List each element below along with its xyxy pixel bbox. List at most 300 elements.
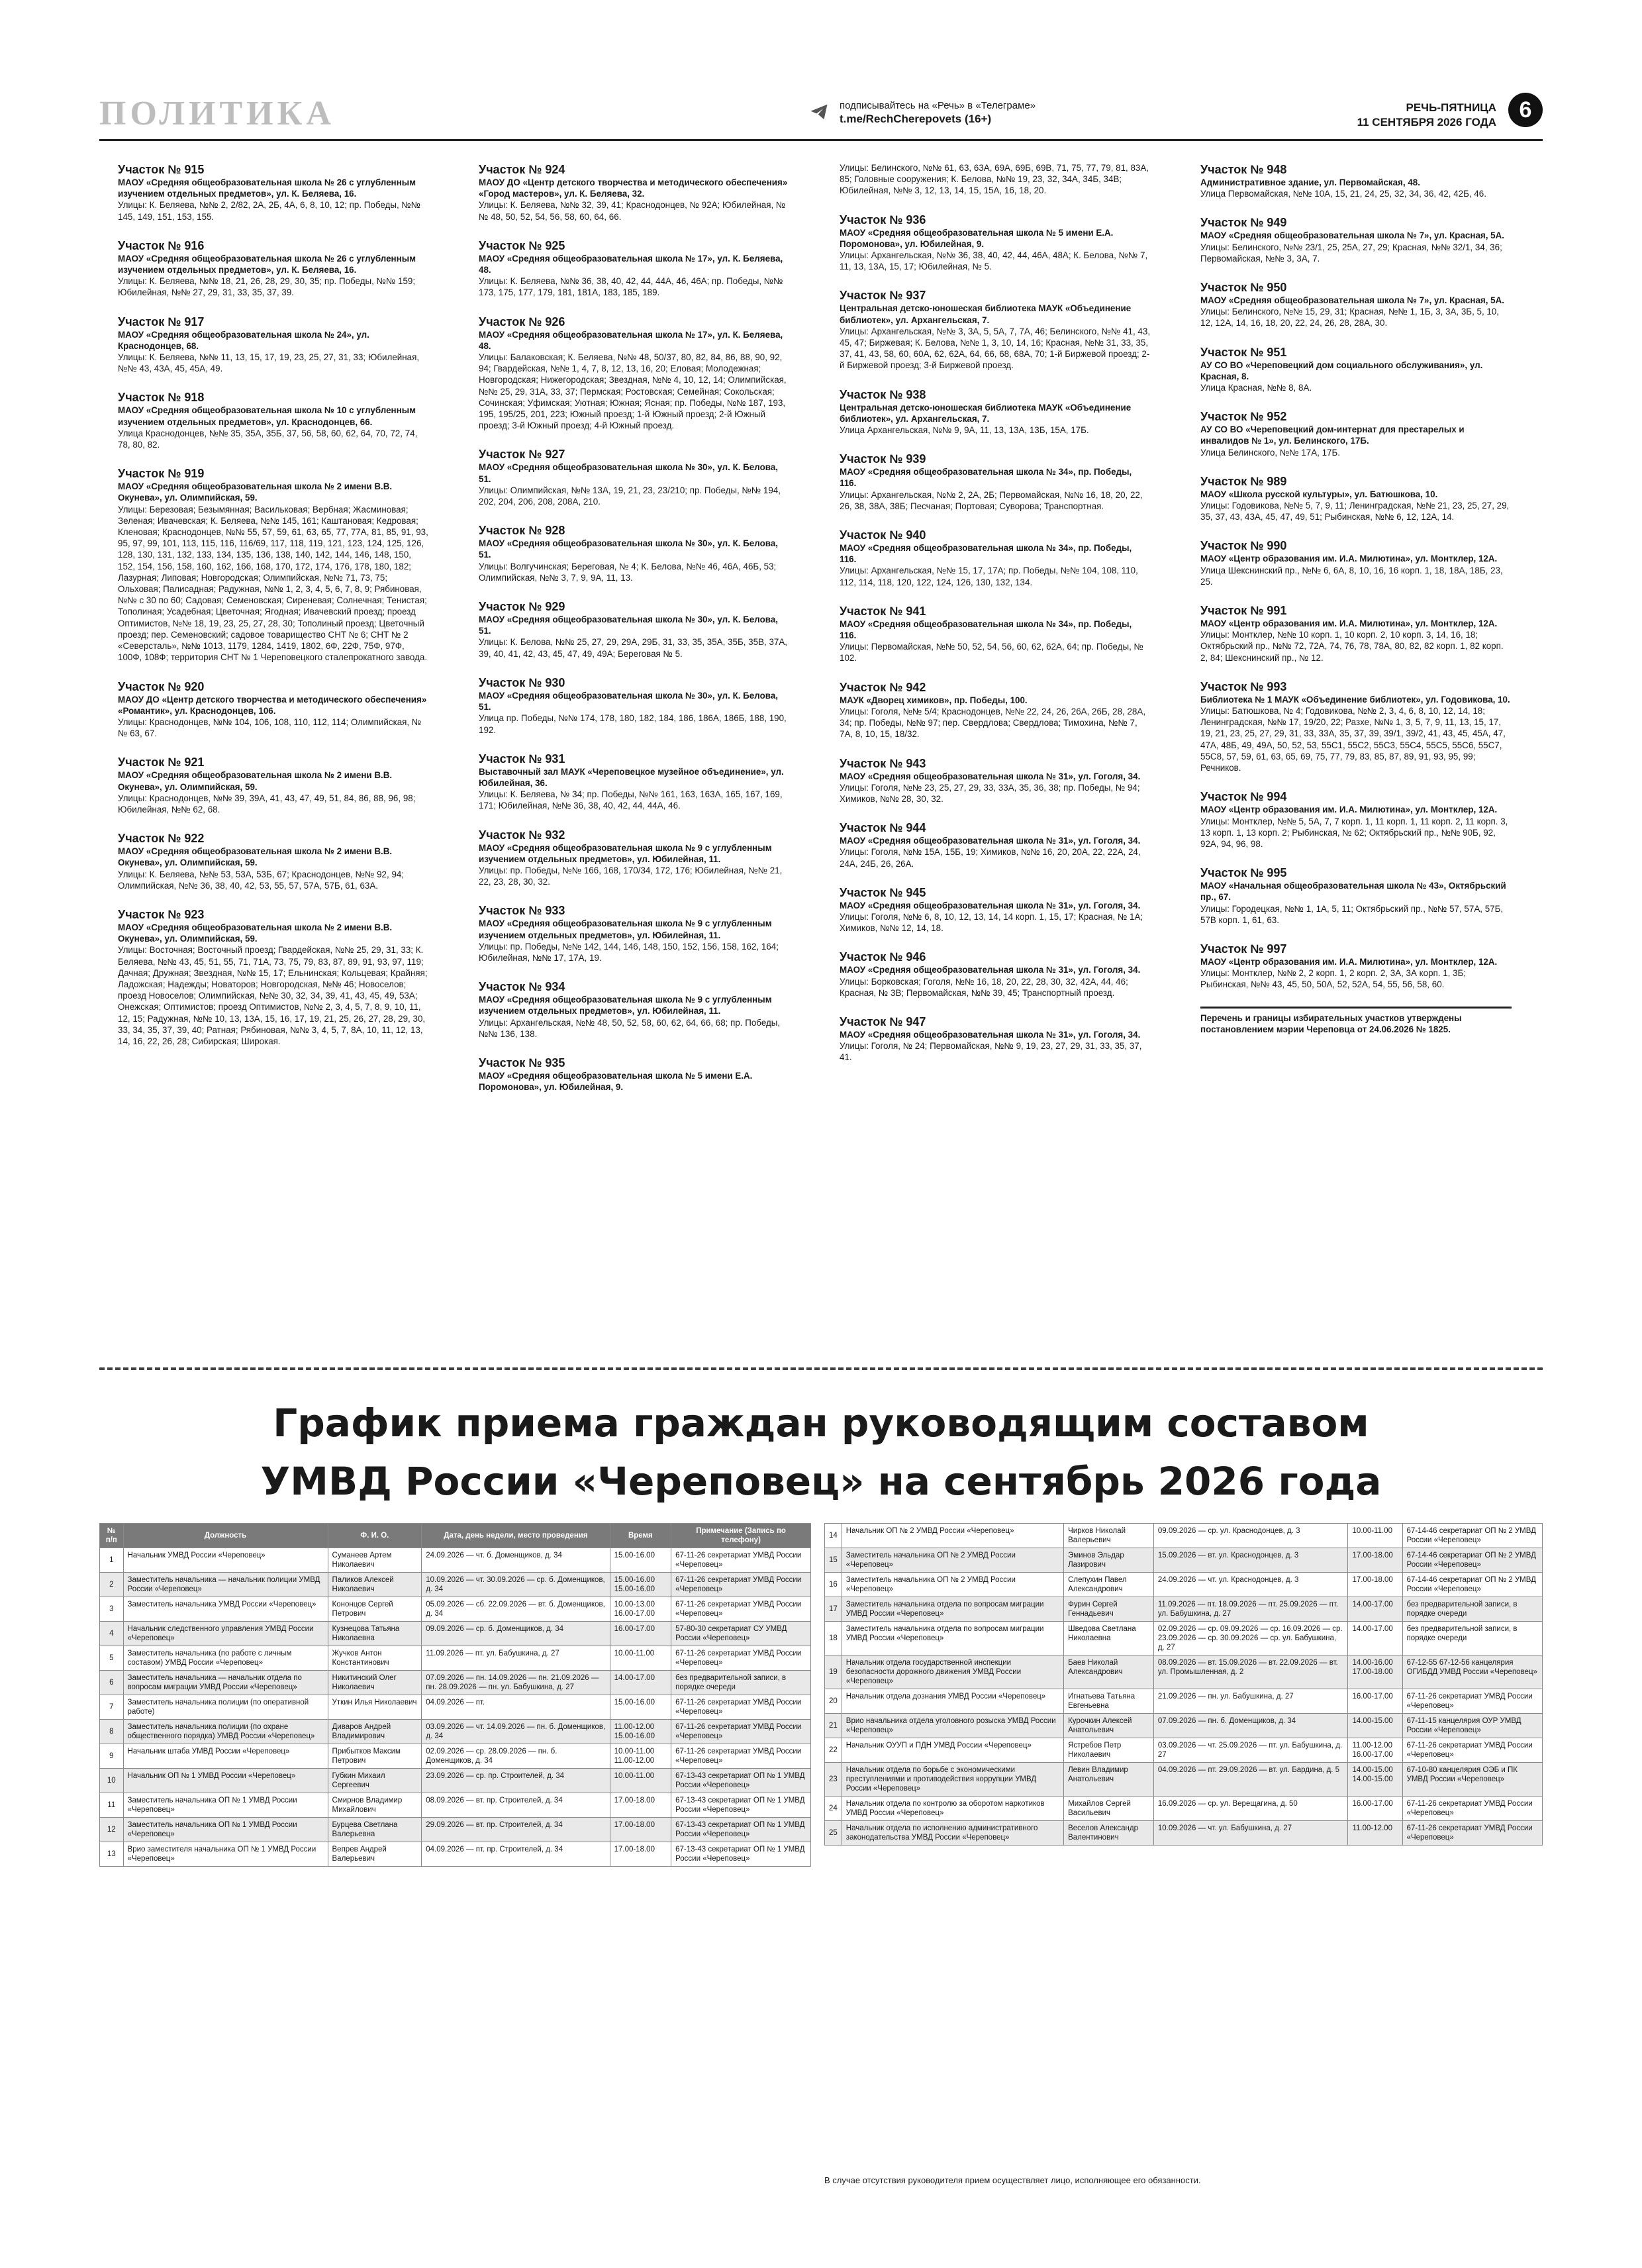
table-cell: Михайлов Сергей Васильевич bbox=[1064, 1797, 1154, 1821]
table-row bbox=[825, 1548, 1543, 1573]
table-cell: Заместитель начальника отдела по вопросам миграции УМВД России «Череповец» bbox=[842, 1597, 1063, 1622]
station-entry bbox=[1200, 865, 1512, 926]
schedule-title-line: График приема граждан руководящим составом bbox=[273, 1401, 1369, 1446]
table-cell: 08.09.2026 — вт. 15.09.2026 — вт. 22.09.2026 — вт. ул. Промышленная, д. 2 bbox=[1153, 1655, 1348, 1689]
table-cell: 67-11-26 секретариат УМВД России «Череповец» bbox=[671, 1744, 811, 1769]
table-cell: Начальник отдела по исполнению административного законодательства УМВД России «Череповец» bbox=[842, 1821, 1063, 1846]
station-entry bbox=[840, 213, 1151, 273]
station-title: Участок № 951 bbox=[1200, 345, 1287, 359]
station-streets: Улицы: Первомайская, №№ 50, 52, 54, 56, 60, 62, 62А, 64; пр. Победы, № 102. bbox=[840, 642, 1143, 664]
table-cell: 16 bbox=[825, 1573, 842, 1597]
station-entry bbox=[479, 315, 790, 432]
polling-stations-columns bbox=[118, 162, 1521, 1341]
table-cell: 12 bbox=[100, 1818, 124, 1842]
station-entry bbox=[479, 979, 790, 1040]
table-cell: Игнатьева Татьяна Евгеньевна bbox=[1064, 1689, 1154, 1714]
station-title: Участок № 930 bbox=[479, 675, 565, 689]
schedule-table-right bbox=[824, 1523, 1543, 1846]
station-streets: Улица Архангельская, №№ 9, 9А, 11, 13, 13А, 13Б, 15А, 17Б. bbox=[840, 425, 1089, 436]
station-streets: Улицы: пр. Победы, №№ 142, 144, 146, 148, 150, 152, 156, 158, 162, 164; Юбилейная, №№ 17, 17А, 19. bbox=[479, 941, 779, 963]
column-header: № п/п bbox=[100, 1524, 124, 1548]
station-entry bbox=[1200, 942, 1512, 991]
table-row bbox=[825, 1573, 1543, 1597]
station-address: АУ СО ВО «Череповецкий дом-интернат для престарелых и инвалидов № 1», ул. Белинского, 17Б. bbox=[1200, 424, 1465, 446]
column bbox=[118, 162, 429, 1063]
station-entry bbox=[1200, 215, 1512, 264]
table-row bbox=[100, 1720, 811, 1744]
table-cell: Заместитель начальника полиции (по охране общественного порядка) УМВД России «Череповец» bbox=[123, 1720, 328, 1744]
station-entry bbox=[1200, 345, 1512, 394]
table-cell: 16.00-17.00 bbox=[1348, 1797, 1402, 1821]
table-cell: Губкин Михаил Сергеевич bbox=[328, 1769, 422, 1793]
table-row bbox=[825, 1714, 1543, 1738]
station-streets: Улицы: К. Беляева, №№ 2, 2/82, 2А, 2Б, 4А, 6, 8, 10, 12; пр. Победы, №№ 145, 149, 151, 153, 155. bbox=[118, 200, 421, 222]
table-cell: 25 bbox=[825, 1821, 842, 1846]
station-streets: Улицы: К. Беляева, №№ 32, 39, 41; Краснодонцев, № 92А; Юбилейная, №№ 48, 50, 52, 54, 56, 58, 60, 64, 66. bbox=[479, 200, 786, 222]
station-title: Участок № 989 bbox=[1200, 474, 1287, 488]
table-header-row bbox=[100, 1524, 811, 1548]
table-cell: Начальник ОУУП и ПДН УМВД России «Череповец» bbox=[842, 1738, 1063, 1763]
station-title: Участок № 938 bbox=[840, 387, 926, 401]
station-entry bbox=[1200, 789, 1512, 850]
station-address: МАОУ «Средняя общеобразовательная школа № 7», ул. Красная, 5А. bbox=[1200, 295, 1504, 306]
table-cell: 67-13-43 секретариат ОП № 1 УМВД России «Череповец» bbox=[671, 1818, 811, 1842]
station-address: МАОУ «Средняя общеобразовательная школа № 31», ул. Гоголя, 34. bbox=[840, 965, 1141, 975]
table-cell: Заместитель начальника ОП № 1 УМВД России «Череповец» bbox=[123, 1818, 328, 1842]
table-cell: Никитинский Олег Николаевич bbox=[328, 1671, 422, 1695]
station-address: Центральная детско-юношеская библиотека МАУК «Объединение библиотек», ул. Архангельская, 7. bbox=[840, 402, 1132, 424]
table-cell: 3 bbox=[100, 1597, 124, 1622]
section-divider bbox=[99, 1367, 1543, 1370]
station-address: МАОУ «Школа русской культуры», ул. Батюшкова, 10. bbox=[1200, 489, 1438, 499]
station-title: Участок № 993 bbox=[1200, 679, 1287, 693]
table-cell: 04.09.2026 — пт. пр. Строителей, д. 34 bbox=[422, 1842, 610, 1867]
station-address: МАОУ ДО «Центр детского творчества и методического обеспечения» «Романтик», ул. Краснодонцев, 106. bbox=[118, 694, 427, 716]
station-address: МАОУ ДО «Центр детского творчества и методического обеспечения» «Город мастеров», ул. К. Беляева, 32. bbox=[479, 177, 788, 199]
station-title: Участок № 918 bbox=[118, 391, 205, 405]
station-address: МАОУ «Средняя общеобразовательная школа № 5 имени Е.А. Поромонова», ул. Юбилейная, 9. bbox=[479, 1070, 753, 1093]
station-entry bbox=[118, 390, 429, 450]
station-address: МАОУ «Центр образования им. И.А. Милютина», ул. Монтклер, 12А. bbox=[1200, 618, 1498, 629]
table-cell: 07.09.2026 — пн. б. Доменщиков, д. 34 bbox=[1153, 1714, 1348, 1738]
station-entry bbox=[840, 950, 1151, 999]
station-entry bbox=[840, 387, 1151, 436]
station-address: МАОУ «Средняя общеобразовательная школа № 26 с углубленным изучением отдельных предметов», ул. К. Беляева, 16. bbox=[118, 253, 416, 275]
station-title: Участок № 939 bbox=[840, 452, 926, 466]
table-cell: Курочкин Алексей Анатольевич bbox=[1064, 1714, 1154, 1738]
station-address: МАОУ «Начальная общеобразовательная школа № 43», Октябрьский пр., 67. bbox=[1200, 881, 1506, 903]
station-entry bbox=[479, 828, 790, 888]
table-cell: 24.09.2026 — чт. б. Доменщиков, д. 34 bbox=[422, 1548, 610, 1573]
table-cell: 09.09.2026 — ср. б. Доменщиков, д. 34 bbox=[422, 1622, 610, 1646]
table-cell: 02.09.2026 — ср. 28.09.2026 — пн. б. Доменщиков, д. 34 bbox=[422, 1744, 610, 1769]
schedule-footnote: В случае отсутствия руководителя прием осуществляет лицо, исполняющее его обязанности. bbox=[824, 2175, 1201, 2185]
table-cell: 21.09.2026 — пн. ул. Бабушкина, д. 27 bbox=[1153, 1689, 1348, 1714]
table-cell: 67-12-55 67-12-56 канцелярия ОГИБДД УМВД России «Череповец» bbox=[1402, 1655, 1542, 1689]
station-entry bbox=[118, 315, 429, 375]
station-title: Участок № 921 bbox=[118, 756, 205, 769]
table-row bbox=[825, 1797, 1543, 1821]
table-cell: Заместитель начальника (по работе с личным составом) УМВД России «Череповец» bbox=[123, 1646, 328, 1671]
page-header bbox=[99, 86, 1543, 141]
station-title: Участок № 990 bbox=[1200, 539, 1287, 553]
station-entry bbox=[1200, 409, 1512, 458]
station-title: Участок № 943 bbox=[840, 756, 926, 770]
station-streets: Улицы: Березовая; Безымянная; Васильковая; Вербная; Жасминовая; Зеленая; Ивачевская; К. Беляева, №№ 145, 161; Каштановая; Кедровая; Кленовая; Краснодонцев, №№ 55, 57, 59, 61, 63, 65, 77, 77А, 81, 85, 91, 93, 95, 97, 99, 101, 113, 115, 116, 116/69, 117, 118, 119, 121, 123, 124, 125, 126, 128, 130, 131, 132, 133, 134, 135, 136, 138, 140, 142, 144, 146, 148, 150, 152, 154, 156, 158, 160, 162, 166, 168, 170, 172, 174, 176, 178, 180, 182; Лазурная; Липовая; Новгородская; Олимпийская, №№ 71, 73, 75; Ольховая; Палисадная; Радужная, №№ 1, 2, 3, 4, 5, 6, 7, 8, 9; Рябиновая, №№ с 30 по 60; Садовая; Семеновская; Сиреневая; Солнечная; Тенистая; Тополиная; Усадебная; Цветочная; Ягодная; Ивачевский проезд; проезд Оптимистов, №№ 18, 19, 23, 25, 27, 28, 30; Тополиный проезд; Цветочный проезд; пер. Семеновский; садовое товарищество СНТ № 6; СНТ № 2 «Северсталь», №№ 1013, 1179, 1284, 1419, 1802, 6Ф, 22Ф, 75Ф, 97Ф, 100Ф, 108Ф; территория СНТ № 1 Череповецкого сталепрокатного завода. bbox=[118, 504, 428, 663]
table-row bbox=[825, 1689, 1543, 1714]
table-cell: 13 bbox=[100, 1842, 124, 1867]
station-title: Участок № 948 bbox=[1200, 163, 1287, 176]
table-cell: 17 bbox=[825, 1597, 842, 1622]
station-streets: Улицы: Гоголя, №№ 23, 25, 27, 29, 33, 33А, 35, 36, 38; пр. Победы, № 94; Химиков, №№ 28, 30, 32. bbox=[840, 782, 1140, 804]
table-cell: Врио заместителя начальника ОП № 1 УМВД России «Череповец» bbox=[123, 1842, 328, 1867]
station-address: МАОУ «Средняя общеобразовательная школа № 24», ул. Краснодонцев, 68. bbox=[118, 329, 369, 351]
station-address: Административное здание, ул. Первомайская, 48. bbox=[1200, 177, 1420, 187]
station-entry bbox=[479, 903, 790, 963]
station-title: Участок № 919 bbox=[118, 467, 205, 481]
station-streets: Улицы: Гоголя, №№ 6, 8, 10, 12, 13, 14, 14 корп. 1, 15, 17; Красная, № 1А; Химиков, №№ 12, 14, 18. bbox=[840, 911, 1143, 934]
station-address: МАОУ «Средняя общеобразовательная школа № 30», ул. К. Белова, 51. bbox=[479, 690, 778, 713]
schedule-table-left bbox=[99, 1523, 811, 1867]
station-entry bbox=[1200, 679, 1512, 773]
table-cell: 8 bbox=[100, 1720, 124, 1744]
table-cell: 67-11-26 секретариат УМВД России «Череповец» bbox=[1402, 1821, 1542, 1846]
telegram-icon bbox=[809, 102, 829, 122]
table-cell: Заместитель начальника УМВД России «Череповец» bbox=[123, 1597, 328, 1622]
table-row bbox=[825, 1738, 1543, 1763]
table-cell: 10.09.2026 — чт. ул. Бабушкина, д. 27 bbox=[1153, 1821, 1348, 1846]
station-title: Участок № 936 bbox=[840, 213, 926, 226]
station-address: МАОУ «Средняя общеобразовательная школа № 2 имени В.В. Окунева», ул. Олимпийская, 59. bbox=[118, 846, 393, 868]
station-address: МАОУ «Средняя общеобразовательная школа № 9 с углубленным изучением отдельных предметов», ул. Юбилейная, 11. bbox=[479, 995, 772, 1016]
table-cell: 17.00-18.00 bbox=[1348, 1548, 1402, 1573]
station-title: Участок № 991 bbox=[1200, 604, 1287, 618]
station-title: Участок № 928 bbox=[479, 524, 565, 538]
page-number: 6 bbox=[1508, 93, 1543, 127]
station-address: АУ СО ВО «Череповецкий дом социального обслуживания», ул. Красная, 8. bbox=[1200, 360, 1483, 381]
table-cell: 4 bbox=[100, 1622, 124, 1646]
station-entry bbox=[840, 288, 1151, 371]
station-address: МАОУ «Средняя общеобразовательная школа № 34», пр. Победы, 116. bbox=[840, 543, 1132, 565]
station-streets: Улицы: Архангельская, №№ 36, 38, 40, 42, 44, 46А, 48А; К. Белова, №№ 7, 11, 13, 13А, 15, 17; Юбилейная, № 5. bbox=[840, 250, 1148, 272]
station-address: МАОУ «Средняя общеобразовательная школа № 26 с углубленным изучением отдельных предметов», ул. К. Беляева, 16. bbox=[118, 177, 416, 199]
station-streets: Улицы: К. Беляева, №№ 18, 21, 26, 28, 29, 30, 35; пр. Победы, №№ 159; Юбилейная, №№ 27, 29, 31, 33, 35, 37, 39. bbox=[118, 276, 416, 298]
table-cell: 67-11-26 секретариат УМВД России «Череповец» bbox=[1402, 1738, 1542, 1763]
station-address: МАОУ «Средняя общеобразовательная школа № 31», ул. Гоголя, 34. bbox=[840, 900, 1141, 911]
station-streets: Улицы: Волгучинская; Береговая, № 4; К. Белова, №№ 46, 46А, 46Б, 53; Олимпийская, №№ 3, 7, 9, 9А, 11, 13. bbox=[479, 561, 777, 583]
station-title: Участок № 952 bbox=[1200, 410, 1287, 424]
station-entry bbox=[1200, 280, 1512, 329]
table-row bbox=[825, 1597, 1543, 1622]
station-streets: Улицы: Архангельская, №№ 3, 3А, 5, 5А, 7, 7А, 46; Белинского, №№ 41, 43, 45, 47; Биржевая; К. Белова, №№ 1, 3, 10, 14, 16; Красная, №№ 31, 33, 35, 37, 41, 43, 58, 60, 60А, 62, 62А, 64, 66, 68, 68А, 70; 1-й Биржевой проезд; 2-й Биржевой проезд; 3-й Биржевой проезд. bbox=[840, 326, 1151, 371]
telegram-link[interactable]: t.me/RechCherepovets (16+) bbox=[840, 113, 992, 125]
column-header: Дата, день недели, место проведения bbox=[422, 1524, 610, 1548]
table-cell: Уткин Илья Николаевич bbox=[328, 1695, 422, 1720]
column-header: Примечание (Запись по телефону) bbox=[671, 1524, 811, 1548]
table-cell: Начальник отдела дознания УМВД России «Череповец» bbox=[842, 1689, 1063, 1714]
station-address: МАОУ «Центр образования им. И.А. Милютина», ул. Монтклер, 12А. bbox=[1200, 956, 1498, 967]
station-entry bbox=[118, 238, 429, 299]
table-cell: 9 bbox=[100, 1744, 124, 1769]
table-cell: 67-11-26 секретариат УМВД России «Череповец» bbox=[671, 1548, 811, 1573]
station-streets: Улицы: Восточная; Восточный проезд; Гвардейская, №№ 25, 29, 31, 33; К. Беляева, №№ 43, 45, 51, 55, 71, 71А, 73, 75, 79, 83, 87, 89, 91, 93, 97, 119; Дачная; Дружная; Звездная, №№ 15, 17; Ельнинская; Кольцевая; Крайняя; Ладожская; Надежды; Новаторов; Новгородская, №№ 46; Новоселов; проезд Новоселов; Олимпийская, №№ 30, 32, 34, 39, 41, 43, 45, 49, 53А; Онежская; Оптимистов; проезд Оптимистов, №№ 2, 3, 4, 5, 7, 8, 9, 10, 11, 12, 15; Радужная, №№ 10, 13, 13А, 15, 16, 17, 19, 21, 25, 26, 27, 28, 29, 30, 33, 34, 35, 37, 39, 40; Ратная; Рябиновая, №№ 3, 4, 5, 7, 8А, 10, 11, 12, 13, 14, 16, 22, 26, 28; Сибирская; Широкая. bbox=[118, 945, 428, 1046]
table-row bbox=[100, 1622, 811, 1646]
table-cell: Жучков Антон Константинович bbox=[328, 1646, 422, 1671]
table-cell: 14.00-17.00 bbox=[1348, 1597, 1402, 1622]
table-cell: 17.00-18.00 bbox=[610, 1818, 671, 1842]
table-cell: 11.09.2026 — пт. ул. Бабушкина, д. 27 bbox=[422, 1646, 610, 1671]
station-address: МАОУ «Средняя общеобразовательная школа № 31», ул. Гоголя, 34. bbox=[840, 771, 1141, 781]
issue-date: 11 СЕНТЯБРЯ 2026 ГОДА bbox=[1357, 116, 1496, 128]
approval-note: Перечень и границы избирательных участков утверждены постановлением мэрии Череповца от 24.06.2026 № 1825. bbox=[1200, 1007, 1512, 1035]
table-row bbox=[100, 1744, 811, 1769]
table-row bbox=[100, 1818, 811, 1842]
table-cell: Кузнецова Татьяна Николаевна bbox=[328, 1622, 422, 1646]
station-entry bbox=[479, 523, 790, 583]
table-cell: 17.00-18.00 bbox=[610, 1793, 671, 1818]
station-entry bbox=[840, 528, 1151, 588]
station-streets: Улица Белинского, №№ 17А, 17Б. bbox=[1200, 447, 1340, 458]
station-address: Центральная детско-юношеская библиотека МАУК «Объединение библиотек», ул. Архангельская, 7. bbox=[840, 303, 1132, 325]
table-cell: 22 bbox=[825, 1738, 842, 1763]
station-address: МАОУ «Центр образования им. И.А. Милютина», ул. Монтклер, 12А. bbox=[1200, 805, 1498, 815]
station-streets: Улицы: Белинского, №№ 23/1, 25, 25А, 27, 29; Красная, №№ 32/1, 34, 36; Первомайская, №№ 3, 3А, 7. bbox=[1200, 242, 1502, 264]
station-streets: Улицы: Монтклер, №№ 2, 2 корп. 1, 2 корп. 2, 3А, 3А корп. 1, 3Б; Рыбинская, №№ 43, 45, 50, 50А, 52, 52А, 54, 55, 56, 58, 60. bbox=[1200, 968, 1467, 990]
masthead bbox=[1357, 101, 1496, 130]
station-title: Участок № 934 bbox=[479, 980, 565, 994]
table-cell: 23 bbox=[825, 1763, 842, 1797]
station-streets: Улицы: Монтклер, №№ 5, 5А, 7, 7 корп. 1, 11 корп. 1, 11 корп. 2, 11 корп. 3, 13 корп. 1, 13 корп. 2; Рыбинская, № 62; Октябрьский пр., №№ 90Б, 92, 92А, 94, 96, 98. bbox=[1200, 816, 1508, 849]
table-cell: 6 bbox=[100, 1671, 124, 1695]
table-row bbox=[100, 1548, 811, 1573]
station-entry bbox=[118, 755, 429, 815]
table-cell: Бурцева Светлана Валерьевна bbox=[328, 1818, 422, 1842]
table-cell: 10.09.2026 — чт. 30.09.2026 — ср. б. Доменщиков, д. 34 bbox=[422, 1573, 610, 1597]
table-cell: 29.09.2026 — вт. пр. Строителей, д. 34 bbox=[422, 1818, 610, 1842]
station-title: Участок № 944 bbox=[840, 821, 926, 835]
table-cell: 15 bbox=[825, 1548, 842, 1573]
station-entry bbox=[840, 162, 1151, 197]
station-title: Участок № 942 bbox=[840, 680, 926, 694]
station-entry bbox=[479, 1056, 790, 1093]
table-cell: 5 bbox=[100, 1646, 124, 1671]
station-title: Участок № 949 bbox=[1200, 216, 1287, 230]
table-cell: Заместитель начальника ОП № 1 УМВД России «Череповец» bbox=[123, 1793, 328, 1818]
station-streets: Улица Первомайская, №№ 10А, 15, 21, 24, 25, 32, 34, 36, 42, 42Б, 46. bbox=[1200, 189, 1486, 199]
station-address: МАОУ «Средняя общеобразовательная школа № 34», пр. Победы, 116. bbox=[840, 618, 1132, 641]
station-title: Участок № 927 bbox=[479, 448, 565, 462]
station-streets: Улицы: Балаковская; К. Беляева, №№ 48, 50/37, 80, 82, 84, 86, 88, 90, 92, 94; Гвардейская, №№ 1, 4, 7, 8, 12, 13, 16, 20; Еловая; Молодежная; Новгородская; Нижегородская; Звездная, №№ 4, 10, 12, 14; Олимпийская, №№ 25, 29, 31А, 33, 37; Пермская; Ростовская; Семейная; Сокольская; Сочинская; Уфимская; Уютная; Южная; Ясная; пр. Победы, №№ 187, 193, 195, 195/25, 201, 223; Южный проезд; 1-й Южный проезд; 2-й Южный проезд; 3-й Южный проезд; 4-й Южный проезд. bbox=[479, 352, 787, 431]
station-title: Участок № 923 bbox=[118, 907, 205, 921]
table-cell: Заместитель начальника полиции (по оперативной работе) bbox=[123, 1695, 328, 1720]
station-streets: Улицы: Краснодонцев, №№ 104, 106, 108, 110, 112, 114; Олимпийская, №№ 63, 67. bbox=[118, 716, 422, 739]
table-cell: 15.00-16.00 15.00-16.00 bbox=[610, 1573, 671, 1597]
station-address: Выставочный зал МАУК «Череповецкое музейное объединение», ул. Юбилейная, 36. bbox=[479, 766, 784, 788]
station-streets: Улицы: К. Беляева, №№ 11, 13, 15, 17, 19, 23, 25, 27, 31, 33; Юбилейная, №№ 43, 43А, 45, 45А, 49. bbox=[118, 352, 420, 374]
table-cell: 14.00-16.00 17.00-18.00 bbox=[1348, 1655, 1402, 1689]
station-entry bbox=[118, 831, 429, 891]
station-address: МАОУ «Средняя общеобразовательная школа № 10 с углубленным изучением отдельных предметов», ул. Краснодонцев, 66. bbox=[118, 405, 416, 427]
station-streets: Улицы: Гоголя, №№ 15А, 15Б, 19; Химиков, №№ 16, 20, 20А, 22, 22А, 24, 24А, 24Б, 26, 26А. bbox=[840, 847, 1141, 869]
station-entry bbox=[118, 907, 429, 1047]
table-cell: Чирков Николай Валерьевич bbox=[1064, 1524, 1154, 1548]
station-title: Участок № 925 bbox=[479, 238, 565, 252]
table-cell: Паликов Алексей Николаевич bbox=[328, 1573, 422, 1597]
table-cell: 09.09.2026 — ср. ул. Краснодонцев, д. 3 bbox=[1153, 1524, 1348, 1548]
table-row bbox=[100, 1573, 811, 1597]
station-title: Участок № 916 bbox=[118, 238, 205, 252]
station-title: Участок № 917 bbox=[118, 315, 205, 328]
table-row bbox=[100, 1646, 811, 1671]
station-address: МАОУ «Средняя общеобразовательная школа № 5 имени Е.А. Поромонова», ул. Юбилейная, 9. bbox=[840, 227, 1114, 249]
table-cell: 14.00-15.00 bbox=[1348, 1714, 1402, 1738]
table-cell: 15.09.2026 — вт. ул. Краснодонцев, д. 3 bbox=[1153, 1548, 1348, 1573]
station-streets: Улицы: Борковская; Гоголя, №№ 16, 18, 20, 22, 28, 30, 32, 42А, 44, 46; Красная, № 3В; Первомайская, №№ 39, 45; Транспортный проезд. bbox=[840, 976, 1128, 998]
telegram-promo[interactable] bbox=[840, 99, 1036, 126]
table-cell: 04.09.2026 — пт. 29.09.2026 — вт. ул. Бардина, д. 5 bbox=[1153, 1763, 1348, 1797]
table-cell: 10.00-11.00 11.00-12.00 bbox=[610, 1744, 671, 1769]
table-cell: Начальник отдела по контролю за оборотом наркотиков УМВД России «Череповец» bbox=[842, 1797, 1063, 1821]
table-cell: Прибытков Максим Петрович bbox=[328, 1744, 422, 1769]
station-streets: Улицы: Олимпийская, №№ 13А, 19, 21, 23, 23/210; пр. Победы, №№ 194, 202, 204, 206, 208, 208А, 210. bbox=[479, 485, 781, 507]
table-cell: Заместитель начальника — начальник полиции УМВД России «Череповец» bbox=[123, 1573, 328, 1597]
station-streets: Улицы: К. Беляева, №№ 53, 53А, 53Б, 67; Краснодонцев, №№ 92, 94; Олимпийская, №№ 36, 38, 40, 42, 53, 55, 57, 57А, 57Б, 61, 63А. bbox=[118, 869, 405, 891]
table-cell: 18 bbox=[825, 1622, 842, 1655]
table-cell: 17.00-18.00 bbox=[1348, 1573, 1402, 1597]
station-entry bbox=[840, 1014, 1151, 1063]
table-cell: 67-11-26 секретариат УМВД России «Череповец» bbox=[671, 1597, 811, 1622]
table-row bbox=[100, 1695, 811, 1720]
station-streets: Улицы: К. Белова, №№ 25, 27, 29, 29А, 29Б, 31, 33, 35, 35А, 35Б, 35В, 37А, 39, 40, 41, 42, 43, 45, 47, 49, 49А; Береговая № 5. bbox=[479, 637, 787, 659]
table-cell: Начальник ОП № 2 УМВД России «Череповец» bbox=[842, 1524, 1063, 1548]
station-entry bbox=[840, 452, 1151, 512]
table-cell: Вепрев Андрей Валерьевич bbox=[328, 1842, 422, 1867]
station-entry bbox=[479, 447, 790, 507]
station-streets: Улицы: К. Беляева, №№ 36, 38, 40, 42, 44, 44А, 46, 46А; пр. Победы, №№ 173, 175, 177, 179, 181, 181А, 183, 185, 189. bbox=[479, 276, 783, 298]
schedule-title-line: УМВД России «Череповец» на сентябрь 2026 года bbox=[260, 1459, 1382, 1504]
station-address: МАОУ «Средняя общеобразовательная школа № 34», пр. Победы, 116. bbox=[840, 467, 1132, 489]
table-cell: 02.09.2026 — ср. 09.09.2026 — ср. 16.09.2026 — ср. 23.09.2026 — ср. 30.09.2026 — ср. ул. Бабушкина, д. 27 bbox=[1153, 1622, 1348, 1655]
table-cell: 07.09.2026 — пн. 14.09.2026 — пн. 21.09.2026 — пн. 28.09.2026 — пн. ул. Бабушкина, д. 27 bbox=[422, 1671, 610, 1695]
station-title: Участок № 926 bbox=[479, 315, 565, 328]
table-cell: 67-13-43 секретариат ОП № 1 УМВД России «Череповец» bbox=[671, 1842, 811, 1867]
table-cell: 10.00-11.00 bbox=[1348, 1524, 1402, 1548]
station-entry bbox=[1200, 162, 1512, 199]
table-cell: Заместитель начальника ОП № 2 УМВД России «Череповец» bbox=[842, 1548, 1063, 1573]
table-cell: 04.09.2026 — пт. bbox=[422, 1695, 610, 1720]
table-cell: Начальник ОП № 1 УМВД России «Череповец» bbox=[123, 1769, 328, 1793]
table-cell: 67-13-43 секретариат ОП № 1 УМВД России «Череповец» bbox=[671, 1769, 811, 1793]
table-cell: 10.00-11.00 bbox=[610, 1646, 671, 1671]
table-cell: 11.00-12.00 bbox=[1348, 1821, 1402, 1846]
table-cell: 15.00-16.00 bbox=[610, 1548, 671, 1573]
table-cell: 23.09.2026 — ср. пр. Строителей, д. 34 bbox=[422, 1769, 610, 1793]
station-streets: Улица Красная, №№ 8, 8А. bbox=[1200, 383, 1312, 393]
station-title: Участок № 932 bbox=[479, 828, 565, 842]
table-cell: 05.09.2026 — сб. 22.09.2026 — вт. б. Доменщиков, д. 34 bbox=[422, 1597, 610, 1622]
station-streets: Улицы: Гоголя, № 24; Первомайская, №№ 9, 19, 23, 27, 29, 31, 33, 35, 37, 41. bbox=[840, 1041, 1142, 1063]
station-entry bbox=[1200, 474, 1512, 523]
station-address: МАУК «Дворец химиков», пр. Победы, 100. bbox=[840, 695, 1028, 705]
station-address: МАОУ «Средняя общеобразовательная школа № 31», ул. Гоголя, 34. bbox=[840, 836, 1141, 846]
table-cell: 11.00-12.00 16.00-17.00 bbox=[1348, 1738, 1402, 1763]
station-entry bbox=[840, 604, 1151, 664]
table-cell: Начальник отдела по борьбе с экономическими преступлениями и противодействия коррупции УМВД России «Череповец» bbox=[842, 1763, 1063, 1797]
station-title: Участок № 941 bbox=[840, 604, 926, 618]
table-cell: 19 bbox=[825, 1655, 842, 1689]
station-streets: Улица Шекснинский пр., №№ 6, 6А, 8, 10, 16, 16 корп. 1, 18, 18А, 18Б, 23, 25. bbox=[1200, 565, 1503, 587]
table-cell: 67-11-26 секретариат УМВД России «Череповец» bbox=[671, 1720, 811, 1744]
station-entry bbox=[840, 885, 1151, 934]
table-cell: Начальник штаба УМВД России «Череповец» bbox=[123, 1744, 328, 1769]
station-streets: Улицы: Белинского, №№ 61, 63, 63А, 69А, 69Б, 69В, 71, 75, 77, 79, 81, 83А, 85; Головные сооружения; К. Белова, №№ 19, 23, 32, 34А, 34Б, 34В; Юбилейная, №№ 3, 12, 13, 14, 15, 15А, 16, 18, 20. bbox=[840, 163, 1149, 196]
station-address: МАОУ «Средняя общеобразовательная школа № 9 с углубленным изучением отдельных предметов», ул. Юбилейная, 11. bbox=[479, 842, 772, 864]
station-streets: Улицы: Годовикова, №№ 5, 7, 9, 11; Ленинградская, №№ 21, 23, 25, 27, 29, 35, 37, 43, 43А, 45, 47, 49, 51; Рыбинская, №№ 6, 12, 12А, 14. bbox=[1200, 501, 1510, 522]
table-cell: 10.00-13.00 16.00-17.00 bbox=[610, 1597, 671, 1622]
station-entry bbox=[479, 162, 790, 222]
table-cell: 2 bbox=[100, 1573, 124, 1597]
table-cell: без предварительной записи, в порядке очереди bbox=[1402, 1597, 1542, 1622]
station-entry bbox=[1200, 538, 1512, 587]
station-streets: Улицы: Монтклер, №№ 10 корп. 1, 10 корп. 2, 10 корп. 3, 14, 16, 18; Октябрьский пр., №№ 72, 72А, 74, 76, 78, 78А, 80, 82, 82 корп. 1, 82 корп. 2, 84; Шекснинский пр., № 12. bbox=[1200, 630, 1504, 663]
table-cell: 11 bbox=[100, 1793, 124, 1818]
table-row bbox=[100, 1842, 811, 1867]
station-streets: Улицы: Архангельская, №№ 2, 2А, 2Б; Первомайская, №№ 16, 18, 20, 22, 26, 38, 38А, 38Б; Песчаная; Портовая; Суворова; Транспортная. bbox=[840, 489, 1143, 511]
table-row bbox=[825, 1763, 1543, 1797]
table-row bbox=[825, 1821, 1543, 1846]
table-cell: 14 bbox=[825, 1524, 842, 1548]
station-entry bbox=[479, 599, 790, 660]
column-header: Должность bbox=[123, 1524, 328, 1548]
table-cell: 14.00-17.00 bbox=[1348, 1622, 1402, 1655]
table-cell: 67-14-46 секретариат ОП № 2 УМВД России «Череповец» bbox=[1402, 1573, 1542, 1597]
table-cell: Слепухин Павел Александрович bbox=[1064, 1573, 1154, 1597]
table-row bbox=[100, 1793, 811, 1818]
table-cell: Смирнов Владимир Михайлович bbox=[328, 1793, 422, 1818]
station-title: Участок № 945 bbox=[840, 885, 926, 899]
station-address: Библиотека № 1 МАУК «Объединение библиотек», ул. Годовикова, 10. bbox=[1200, 694, 1510, 705]
station-address: МАОУ «Средняя общеобразовательная школа № 30», ул. К. Белова, 51. bbox=[479, 538, 778, 560]
station-title: Участок № 933 bbox=[479, 904, 565, 918]
station-title: Участок № 946 bbox=[840, 950, 926, 964]
station-entry bbox=[118, 466, 429, 663]
column-header: Ф. И. О. bbox=[328, 1524, 422, 1548]
table-cell: Эминов Эльдар Лазирович bbox=[1064, 1548, 1154, 1573]
telegram-line: подписывайтесь на «Речь» в «Телеграме» bbox=[840, 100, 1036, 111]
station-title: Участок № 929 bbox=[479, 600, 565, 614]
table-cell: Начальник отдела государственной инспекции безопасности дорожного движения УМВД России «Череповец» bbox=[842, 1655, 1063, 1689]
table-cell: Диваров Андрей Владимирович bbox=[328, 1720, 422, 1744]
station-streets: Улицы: Батюшкова, № 4; Годовикова, №№ 2, 3, 4, 6, 8, 10, 12, 14, 18; Ленинградская, №№ 17, 19/20, 22; Разхе, №№ 1, 3, 5, 7, 9, 11, 13, 15, 17, 19, 21, 23, 25, 27, 29, 31, 33, 33А, 35, 37, 39, 39/1, 39/2, 41, 43, 45, 45А, 47, 47А, 48Б, 49, 49А, 50, 52, 53, 55С1, 55С2, 55С3, 55С4, 55С5, 55С6, 55С7, 55С8, 57, 59, 61, 63, 65, 69, 75, 77, 79, 83, 85, 87, 89, 91, 93, 95, 99; Речников. bbox=[1200, 706, 1506, 773]
column bbox=[479, 162, 790, 1109]
table-cell: Кононцов Сергей Петрович bbox=[328, 1597, 422, 1622]
station-entry bbox=[118, 162, 429, 222]
table-cell: 1 bbox=[100, 1548, 124, 1573]
table-row bbox=[100, 1769, 811, 1793]
table-cell: 17.00-18.00 bbox=[610, 1842, 671, 1867]
paper-name: РЕЧЬ-ПЯТНИЦА bbox=[1406, 101, 1496, 114]
station-title: Участок № 931 bbox=[479, 752, 565, 765]
table-cell: 67-10-80 канцелярия ОЭБ и ПК УМВД России «Череповец» bbox=[1402, 1763, 1542, 1797]
station-address: МАОУ «Средняя общеобразовательная школа № 7», ул. Красная, 5А. bbox=[1200, 230, 1504, 241]
table-row bbox=[825, 1622, 1543, 1655]
table-cell: Веселов Александр Валентинович bbox=[1064, 1821, 1154, 1846]
table-cell: Левин Владимир Анатольевич bbox=[1064, 1763, 1154, 1797]
station-address: МАОУ «Средняя общеобразовательная школа № 9 с углубленным изучением отдельных предметов», ул. Юбилейная, 11. bbox=[479, 918, 772, 940]
station-entry bbox=[1200, 603, 1512, 664]
station-title: Участок № 935 bbox=[479, 1056, 565, 1069]
table-cell: 67-13-43 секретариат ОП № 1 УМВД России «Череповец» bbox=[671, 1793, 811, 1818]
